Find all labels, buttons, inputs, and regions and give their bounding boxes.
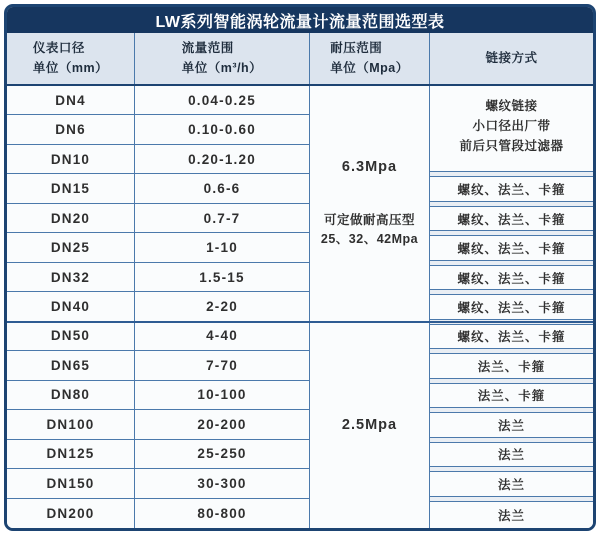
connection-cell: 法兰、卡箍 bbox=[430, 353, 593, 378]
flow-range-cell: 0.7-7 bbox=[135, 204, 310, 233]
connection-merged-line1: 螺纹链接 bbox=[485, 98, 538, 113]
table-header-row bbox=[7, 33, 593, 86]
table-body bbox=[7, 86, 593, 528]
diameter-cell: DN150 bbox=[7, 469, 135, 498]
diameter-cell: DN65 bbox=[7, 351, 135, 380]
flow-range-cell: 7-70 bbox=[135, 351, 310, 380]
header-connection-label: 链接方式 bbox=[485, 50, 538, 65]
connection-cell: 螺纹、法兰、卡箍 bbox=[430, 265, 593, 290]
flow-range-cell: 10-100 bbox=[135, 381, 310, 410]
flow-range-cell: 20-200 bbox=[135, 410, 310, 439]
header-connection bbox=[430, 33, 593, 84]
header-pressure-line1: 耐压范围 bbox=[330, 41, 383, 56]
flow-range-cell: 2-20 bbox=[135, 292, 310, 321]
table-title: LW系列智能涡轮流量计流量范围选型表 bbox=[7, 7, 593, 33]
flow-range-cell: 4-40 bbox=[135, 322, 310, 351]
diameter-cell: DN25 bbox=[7, 233, 135, 262]
connection-cell: 螺纹、法兰、卡箍 bbox=[430, 294, 593, 319]
diameter-cell: DN100 bbox=[7, 410, 135, 439]
diameter-cell: DN15 bbox=[7, 174, 135, 203]
connection-merged-line3: 前后只管段过滤器 bbox=[459, 138, 564, 153]
diameter-cell: DN10 bbox=[7, 145, 135, 174]
header-pressure bbox=[310, 33, 430, 84]
diameter-cell: DN32 bbox=[7, 263, 135, 292]
connection-cell: 螺纹、法兰、卡箍 bbox=[430, 324, 593, 349]
header-diameter-line1: 仪表口径 bbox=[32, 41, 85, 56]
diameter-cell: DN125 bbox=[7, 440, 135, 469]
pressure-note bbox=[321, 211, 418, 249]
pressure-value: 6.3Mpa bbox=[341, 159, 398, 176]
connection-cell: 法兰 bbox=[430, 412, 593, 437]
pressure-group-divider bbox=[7, 321, 593, 323]
diameter-cell: DN40 bbox=[7, 292, 135, 321]
flow-range-cell: 1-10 bbox=[135, 233, 310, 262]
flow-range-cell: 0.6-6 bbox=[135, 174, 310, 203]
connection-cell: 螺纹、法兰、卡箍 bbox=[430, 176, 593, 201]
connection-merged-cell bbox=[430, 86, 593, 172]
header-diameter-line2: 单位（mm） bbox=[32, 60, 109, 75]
diameter-cell: DN80 bbox=[7, 381, 135, 410]
connection-cell: 法兰 bbox=[430, 471, 593, 496]
diameter-cell: DN4 bbox=[7, 86, 135, 115]
header-diameter bbox=[7, 33, 135, 84]
header-flow-line1: 流量范围 bbox=[181, 41, 234, 56]
flow-range-cell: 30-300 bbox=[135, 469, 310, 498]
diameter-cell: DN50 bbox=[7, 322, 135, 351]
pressure-note-line2: 25、32、42Mpa bbox=[320, 231, 419, 246]
connection-merged-line2: 小口径出厂带 bbox=[472, 118, 551, 133]
connection-cell: 法兰 bbox=[430, 501, 593, 528]
pressure-value: 2.5Mpa bbox=[341, 416, 398, 433]
header-flow-line2: 单位（m³/h） bbox=[181, 60, 263, 75]
diameter-cell: DN200 bbox=[7, 499, 135, 528]
flow-range-cell: 25-250 bbox=[135, 440, 310, 469]
header-pressure-line2: 单位（Mpa） bbox=[330, 60, 409, 75]
flow-range-cell: 0.20-1.20 bbox=[135, 145, 310, 174]
pressure-cell-high bbox=[310, 86, 430, 322]
flow-range-cell: 1.5-15 bbox=[135, 263, 310, 292]
connection-cell: 螺纹、法兰、卡箍 bbox=[430, 235, 593, 260]
flow-range-cell: 0.04-0.25 bbox=[135, 86, 310, 115]
connection-cell: 法兰、卡箍 bbox=[430, 383, 593, 408]
pressure-cell-low bbox=[310, 322, 430, 528]
header-flow-range bbox=[135, 33, 310, 84]
flow-range-cell: 80-800 bbox=[135, 499, 310, 528]
flow-range-cell: 0.10-0.60 bbox=[135, 115, 310, 144]
spec-table bbox=[4, 4, 596, 531]
connection-cell: 螺纹、法兰、卡箍 bbox=[430, 206, 593, 231]
connection-cell: 法兰 bbox=[430, 442, 593, 467]
diameter-cell: DN20 bbox=[7, 204, 135, 233]
pressure-note-line1: 可定做耐高压型 bbox=[323, 213, 415, 228]
diameter-cell: DN6 bbox=[7, 115, 135, 144]
